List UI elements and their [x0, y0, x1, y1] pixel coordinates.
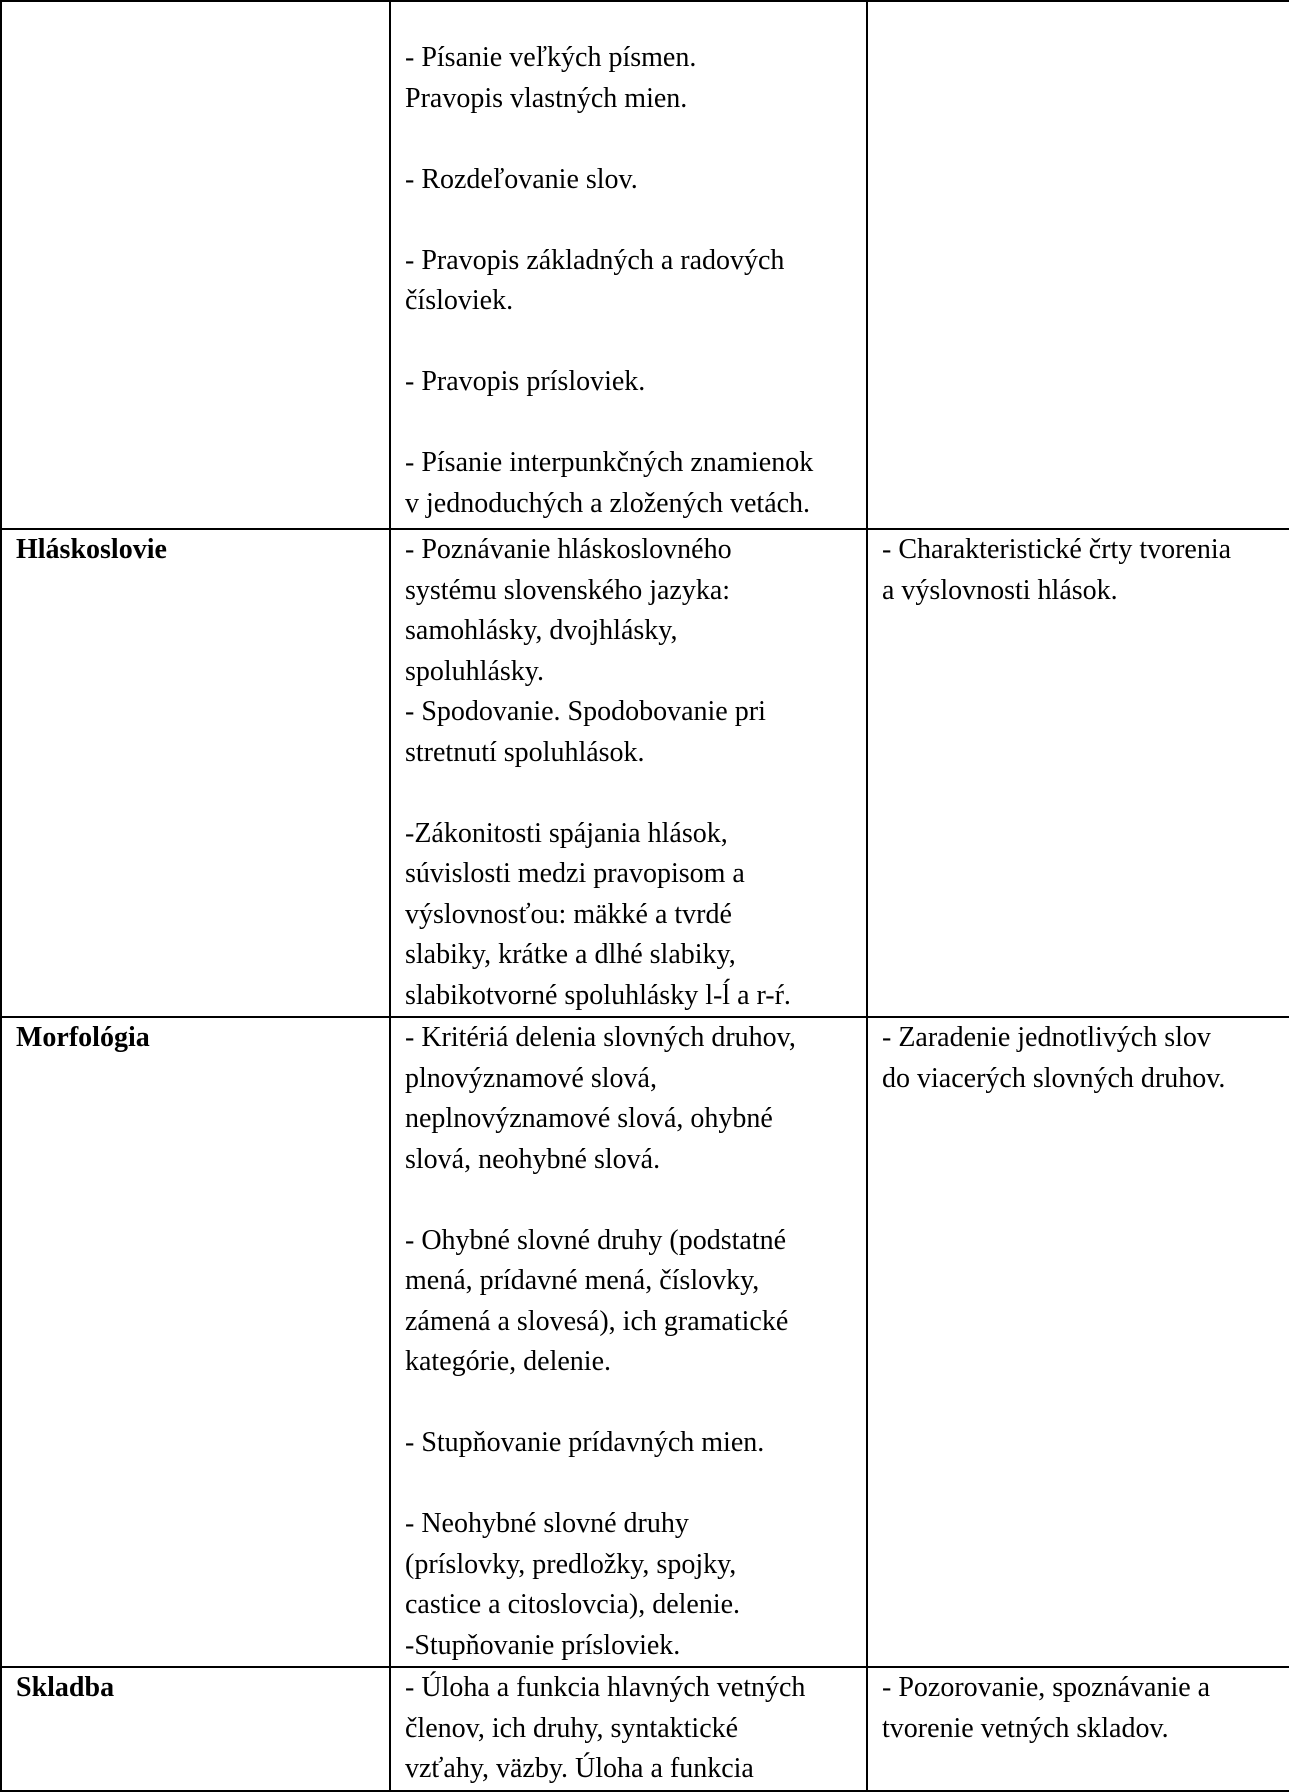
content-paragraph: - Pravopis základných a radových čísloviek. — [405, 244, 785, 316]
content-paragraph: - Písanie interpunkčných znamienok v jednoduchých a zložených vetách. — [405, 447, 814, 519]
table-row — [1, 1017, 1289, 1667]
table-row — [1, 529, 1289, 1017]
topic-cell — [1, 1667, 390, 1791]
content-paragraph: - Stupňovanie prídavných mien. — [405, 1427, 765, 1458]
topic-cell — [1, 1017, 390, 1667]
topic-label: Skladba — [16, 1672, 115, 1703]
content-paragraph: - Neohybné slovné druhy (príslovky, predložky, spojky, castice a citoslovcia), delenie. -Stupňovanie prísloviek. — [405, 1508, 741, 1661]
notes-text: - Pozorovanie, spoznávanie a tvorenie vetných skladov. — [882, 1672, 1211, 1744]
notes-cell — [867, 529, 1289, 1017]
topic-label: Morfológia — [16, 1022, 150, 1053]
content-paragraph: -Zákonitosti spájania hlások, súvislosti medzi pravopisom a výslovnosťou: mäkké a tvrdé slabiky, krátke a dlhé slabiky, slabikotvorné spoluhlásky l-ĺ a r-ŕ. — [405, 817, 791, 1011]
content-paragraph: - Rozdeľovanie slov. — [405, 163, 638, 195]
table-row — [1, 1, 1289, 529]
content-cell — [390, 529, 867, 1017]
content-paragraph: - Pravopis prísloviek. — [405, 366, 646, 397]
content-paragraph: - Písanie veľkých písmen. Pravopis vlastných mien. — [405, 42, 697, 114]
content-paragraph: - Poznávanie hláskoslovného systému slovenského jazyka: samohlásky, dvojhlásky, spoluhlásky. - Spodovanie. Spodobovanie pri stretnutí spoluhlások. — [405, 534, 766, 768]
content-paragraph: - Ohybné slovné druhy (podstatné mená, prídavné mená, číslovky, zámená a slovesá), ich gramatické kategórie, delenie. — [405, 1224, 789, 1377]
table-row — [1, 1667, 1289, 1791]
content-cell — [390, 1, 867, 529]
topic-label: Hláskoslovie — [16, 534, 167, 565]
content-cell — [390, 1017, 867, 1667]
notes-text: - Charakteristické črty tvorenia a výslovnosti hlások. — [882, 534, 1232, 606]
content-paragraph: - Úloha a funkcia hlavných vetných členov, ich druhy, syntaktické vzťahy, väzby. Úloha a funkcia — [405, 1672, 806, 1784]
topic-cell — [1, 529, 390, 1017]
content-cell — [390, 1667, 867, 1791]
notes-cell — [867, 1017, 1289, 1667]
content-paragraph: - Kritériá delenia slovných druhov, plnovýznamové slová, neplnovýznamové slová, ohybné slová, neohybné slová. — [405, 1022, 796, 1175]
topic-cell — [1, 1, 390, 529]
notes-text: - Zaradenie jednotlivých slov do viacerých slovných druhov. — [882, 1022, 1226, 1094]
notes-cell — [867, 1667, 1289, 1791]
notes-cell — [867, 1, 1289, 529]
